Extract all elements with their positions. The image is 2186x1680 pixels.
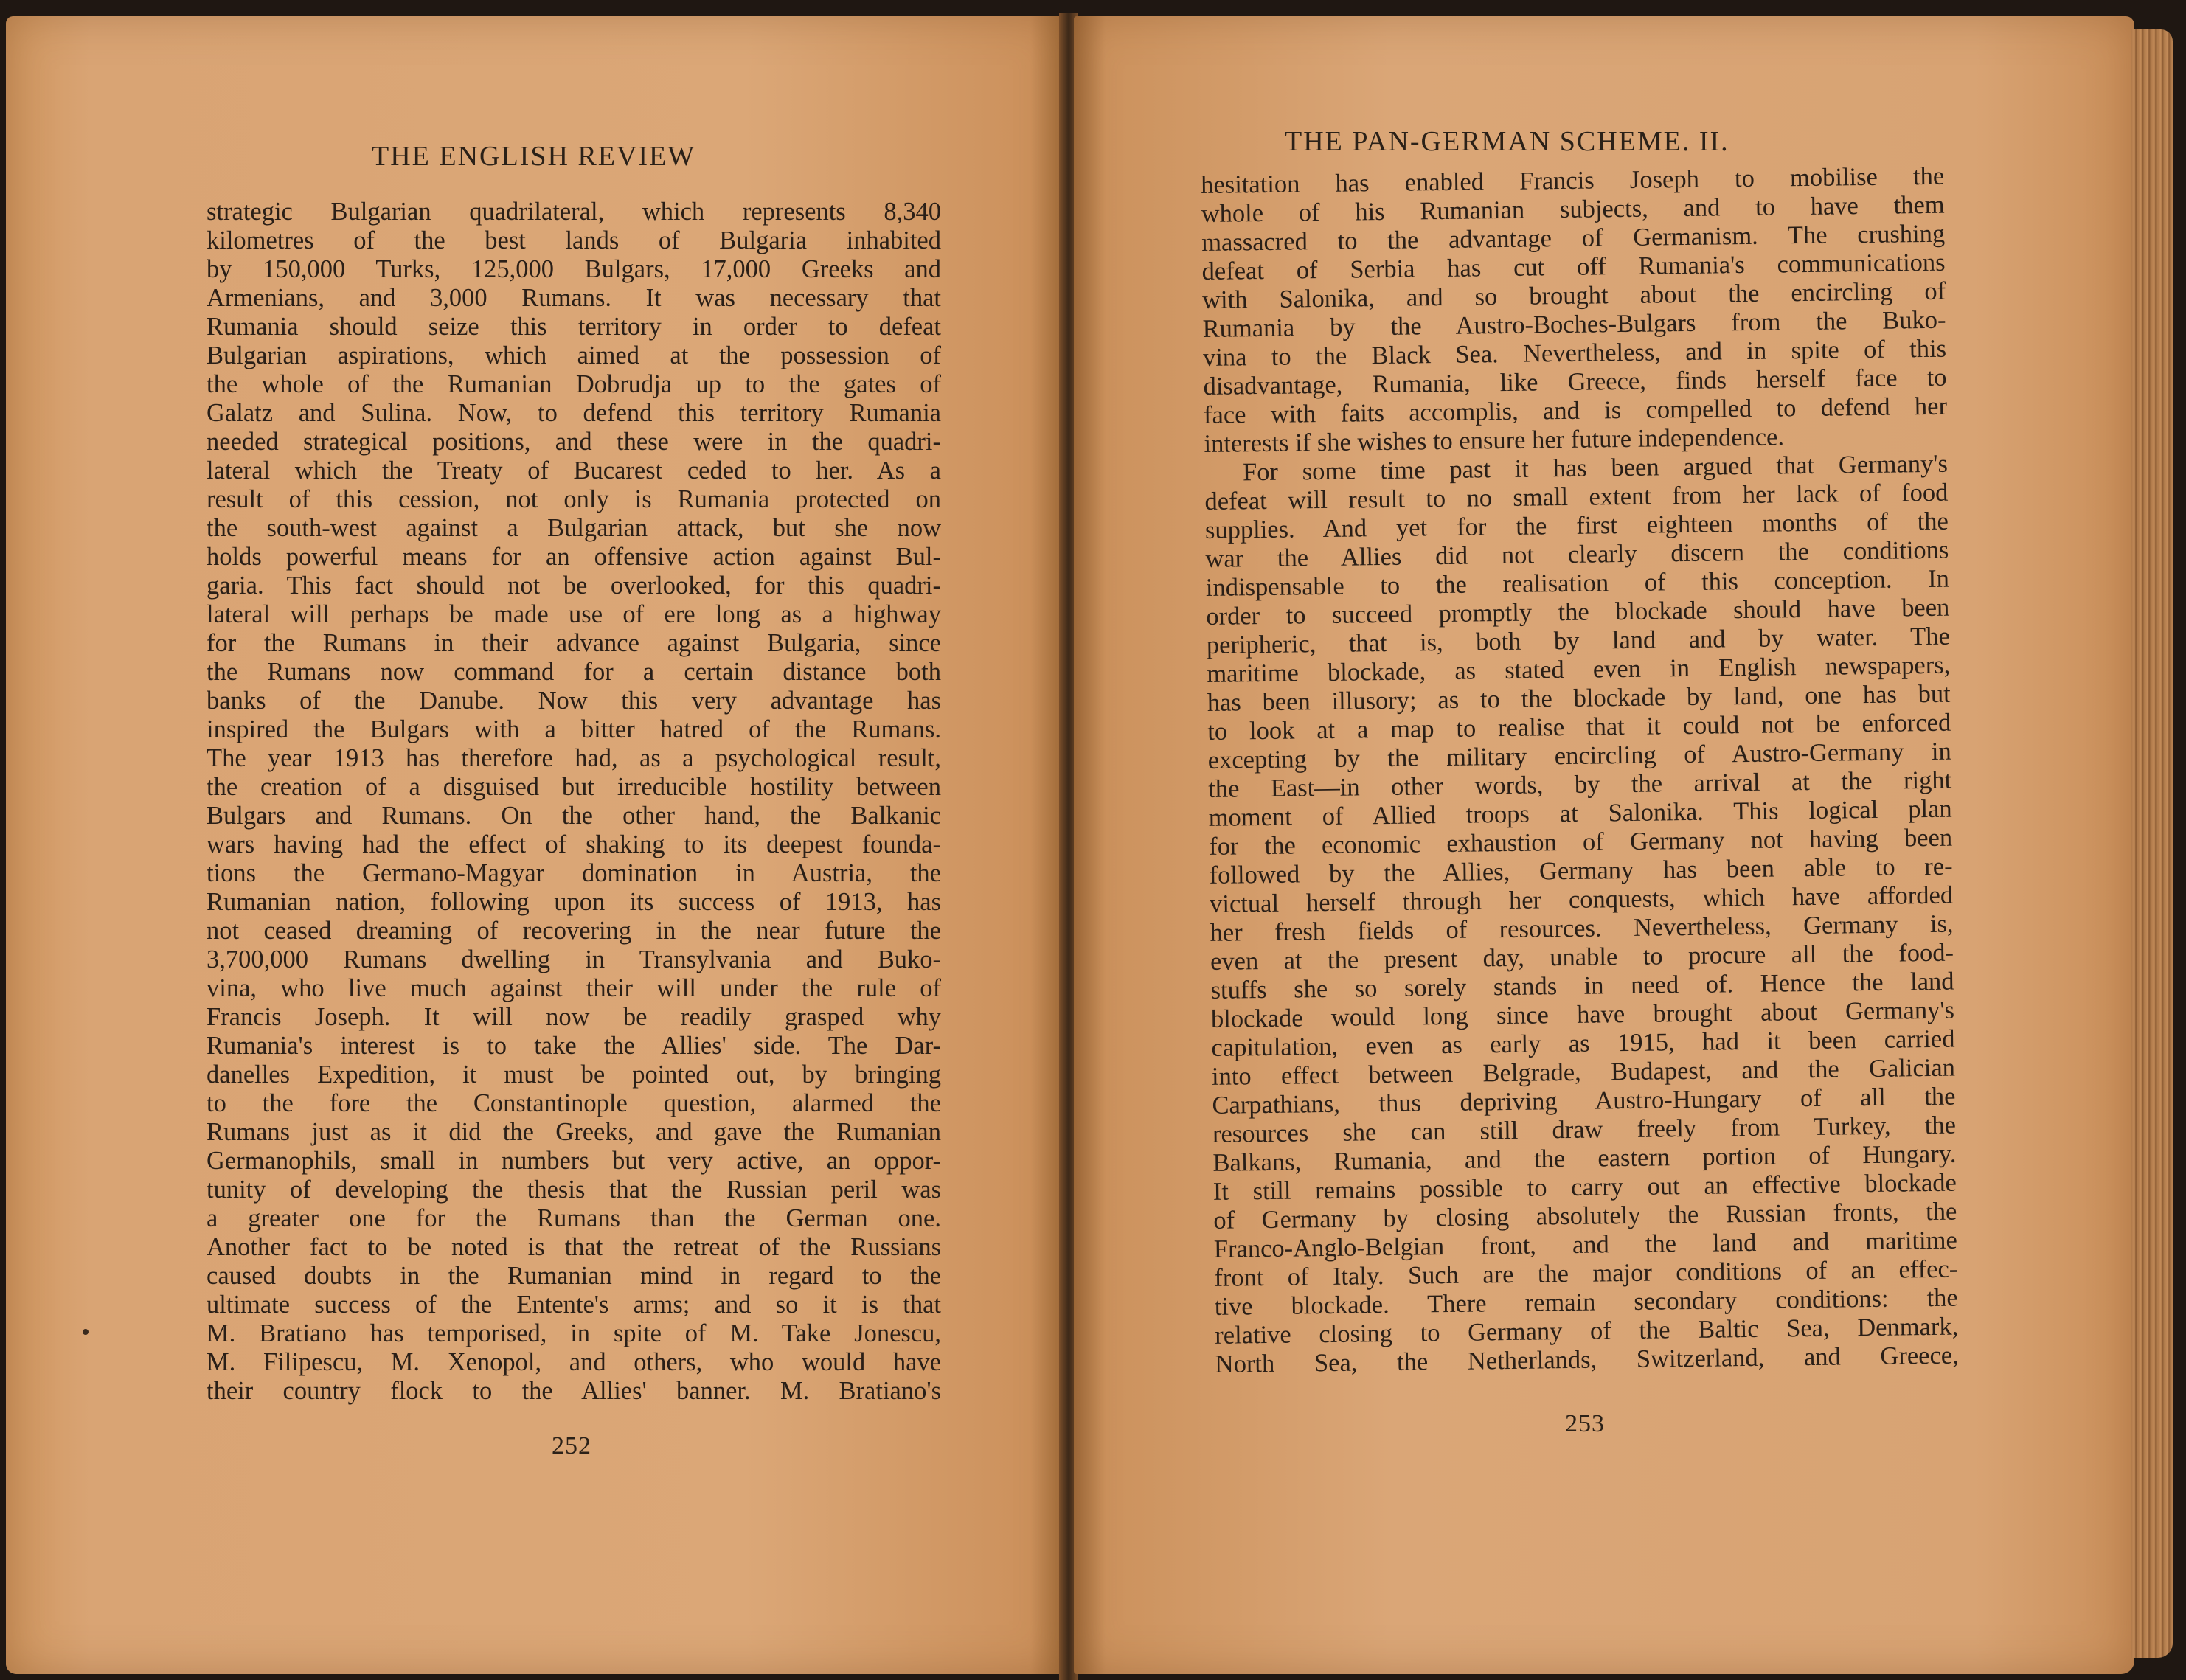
text-line: Rumania's interest is to take the Allies' side. The Dar-	[207, 1032, 941, 1060]
text-line: result of this cession, not only is Rumania protected on	[207, 485, 941, 513]
text-line: M. Bratiano has temporised, in spite of M. Take Jonescu,	[207, 1319, 941, 1347]
text-line: banks of the Danube. Now this very advantage has	[207, 687, 941, 715]
text-line: by 150,000 Turks, 125,000 Bulgars, 17,000 Greeks and	[207, 255, 941, 283]
text-line: hesitation has enabled Francis Joseph to mobilise the	[1201, 162, 1945, 199]
text-line: the whole of the Rumanian Dobrudja up to the gates of	[207, 370, 941, 398]
text-line: Rumania should seize this territory in order to defeat	[207, 313, 941, 341]
text-line: tunity of developing the thesis that the Russian peril was	[207, 1176, 941, 1204]
text-line: to the fore the Constantinople question, alarmed the	[207, 1089, 941, 1117]
text-line: front of Italy. Such are the major conditions of an effec-	[1214, 1254, 1958, 1292]
running-head-left: THE ENGLISH REVIEW	[372, 141, 696, 172]
text-line: their country flock to the Allies' banner. M. Bratiano's	[207, 1377, 941, 1405]
text-line: Rumans just as it did the Greeks, and gave the Rumanian	[207, 1118, 941, 1146]
text-line: to look at a map to realise that it could not be enforced	[1207, 708, 1951, 746]
text-line: supplies. And yet for the first eighteen months of the	[1204, 507, 1949, 544]
right-page	[1074, 16, 2134, 1674]
text-line: defeat of Serbia has cut off Rumania's communications	[1201, 248, 1946, 285]
text-line: M. Filipescu, M. Xenopol, and others, who would have	[207, 1348, 941, 1376]
text-line: Rumania by the Austro-Boches-Bulgars from the Buko-	[1202, 305, 1946, 343]
page-number-left: 252	[552, 1432, 591, 1459]
text-line: Galatz and Sulina. Now, to defend this territory Rumania	[207, 399, 941, 427]
text-line: It still remains possible to carry out an effective blockade	[1212, 1168, 1957, 1206]
text-line: North Sea, the Netherlands, Switzerland, and Greece,	[1215, 1341, 1959, 1378]
text-line: whole of his Rumanian subjects, and to have them	[1201, 190, 1945, 228]
text-line: Carpathians, thus depriving Austro-Hungary of all the	[1212, 1082, 1956, 1120]
text-line: blockade would long since have brought about Germany's	[1210, 996, 1955, 1033]
text-line: holds powerful means for an offensive action against Bul-	[207, 543, 941, 571]
page-edges	[2131, 29, 2173, 1658]
text-line: the south-west against a Bulgarian attack, but she now	[207, 514, 941, 542]
text-line: has been illusory; as to the blockade by land, one has but	[1207, 679, 1951, 717]
text-line: peripheric, that is, both by land and by water. The	[1206, 622, 1951, 659]
text-line: strategic Bulgarian quadrilateral, which represents 8,340	[207, 198, 941, 226]
text-line: garia. This fact should not be overlooked, for this quadri-	[207, 572, 941, 600]
text-line: 3,700,000 Rumans dwelling in Transylvania and Buko-	[207, 945, 941, 973]
text-line: the East—in other words, by the arrival at the right	[1208, 766, 1952, 803]
text-line: kilometres of the best lands of Bulgaria inhabited	[207, 226, 941, 254]
text-line: Balkans, Rumania, and the eastern portion of Hungary.	[1212, 1139, 1957, 1177]
text-line: tions the Germano-Magyar domination in Austria, the	[207, 859, 941, 887]
text-line: resources she can still draw freely from Turkey, the	[1212, 1111, 1957, 1148]
text-line: inspired the Bulgars with a bitter hatred of the Rumans.	[207, 715, 941, 743]
text-line: tive blockade. There remain secondary conditions: the	[1214, 1283, 1958, 1321]
text-line: Franco-Anglo-Belgian front, and the land and maritime	[1213, 1226, 1958, 1263]
text-line: into effect between Belgrade, Budapest, and the Galician	[1211, 1053, 1956, 1091]
text-line: victual herself through her conquests, which have afforded	[1209, 881, 1954, 918]
text-line: Rumanian nation, following upon its success of 1913, has	[207, 888, 941, 916]
text-line: not ceased dreaming of recovering in the near future the	[207, 917, 941, 945]
text-line: caused doubts in the Rumanian mind in regard to the	[207, 1262, 941, 1290]
left-page	[6, 16, 1062, 1674]
text-line: even at the present day, unable to procure all the food-	[1210, 938, 1954, 976]
page-number-right: 253	[1565, 1410, 1605, 1437]
text-line: moment of Allied troops at Salonika. This logical plan	[1208, 794, 1952, 832]
text-line: danelles Expedition, it must be pointed out, by bringing	[207, 1061, 941, 1089]
text-line: with Salonika, and so brought about the encircling of	[1201, 277, 1946, 314]
running-head-right: THE PAN-GERMAN SCHEME. II.	[1285, 126, 1729, 157]
text-line: disadvantage, Rumania, like Greece, finds herself face to	[1203, 363, 1947, 400]
text-line: war the Allies did not clearly discern the conditions	[1205, 535, 1949, 573]
text-line: lateral will perhaps be made use of ere long as a highway	[207, 600, 941, 628]
text-line: Germanophils, small in numbers but very active, an oppor-	[207, 1147, 941, 1175]
text-line: face with faits accomplis, and is compelled to defend her	[1203, 392, 1948, 429]
right-page-body	[1201, 162, 1959, 1379]
text-line: for the Rumans in their advance against Bulgaria, since	[207, 629, 941, 657]
text-line: For some time past it has been argued that Germany's	[1242, 449, 1949, 487]
text-line: the Rumans now command for a certain distance both	[207, 658, 941, 686]
text-line: a greater one for the Rumans than the German one.	[207, 1204, 941, 1232]
text-line: Francis Joseph. It will now be readily grasped why	[207, 1003, 941, 1031]
text-line: maritime blockade, as stated even in English newspapers,	[1207, 650, 1951, 688]
text-line: wars having had the effect of shaking to its deepest founda-	[207, 830, 941, 858]
text-line: her fresh fields of resources. Nevertheless, Germany is,	[1210, 909, 1954, 947]
text-line: stuffs she so sorely stands in need of. Hence the land	[1210, 967, 1954, 1004]
text-line: of Germany by closing absolutely the Russian fronts, the	[1213, 1197, 1957, 1235]
text-line: lateral which the Treaty of Bucarest ceded to her. As a	[207, 457, 941, 485]
text-line: defeat will result to no small extent from her lack of food	[1204, 478, 1949, 516]
text-line: order to succeed promptly the blockade should have been	[1206, 593, 1950, 631]
text-line: massacred to the advantage of Germanism. The crushing	[1201, 219, 1946, 257]
text-line: interests if she wishes to ensure her future independence.	[1204, 423, 1785, 458]
text-line: vina, who live much against their will under the rule of	[207, 974, 941, 1002]
text-line: Another fact to be noted is that the retreat of the Russians	[207, 1233, 941, 1261]
left-page-body	[207, 198, 941, 1406]
text-line: ultimate success of the Entente's arms; and so it is that	[207, 1291, 941, 1319]
text-line: Armenians, and 3,000 Rumans. It was necessary that	[207, 284, 941, 312]
text-line: indispensable to the realisation of this conception. In	[1205, 564, 1950, 602]
text-line: relative closing to Germany of the Baltic Sea, Denmark,	[1215, 1312, 1959, 1350]
text-line: followed by the Allies, Germany has been able to re-	[1209, 852, 1953, 889]
ink-spot	[83, 1329, 89, 1335]
text-line: vina to the Black Sea. Nevertheless, and in spite of this	[1202, 334, 1947, 372]
text-line: capitulation, even as early as 1915, had it been carried	[1211, 1024, 1955, 1062]
text-line: the creation of a disguised but irreducible hostility between	[207, 773, 941, 801]
text-line: needed strategical positions, and these were in the quadri-	[207, 428, 941, 456]
text-line: for the economic exhaustion of Germany not having been	[1208, 823, 1953, 861]
text-line: Bulgarian aspirations, which aimed at the possession of	[207, 341, 941, 369]
text-line: The year 1913 has therefore had, as a psychological result,	[207, 744, 941, 772]
text-line: Bulgars and Rumans. On the other hand, the Balkanic	[207, 802, 941, 830]
text-line: excepting by the military encircling of Austro-Germany in	[1207, 737, 1951, 774]
